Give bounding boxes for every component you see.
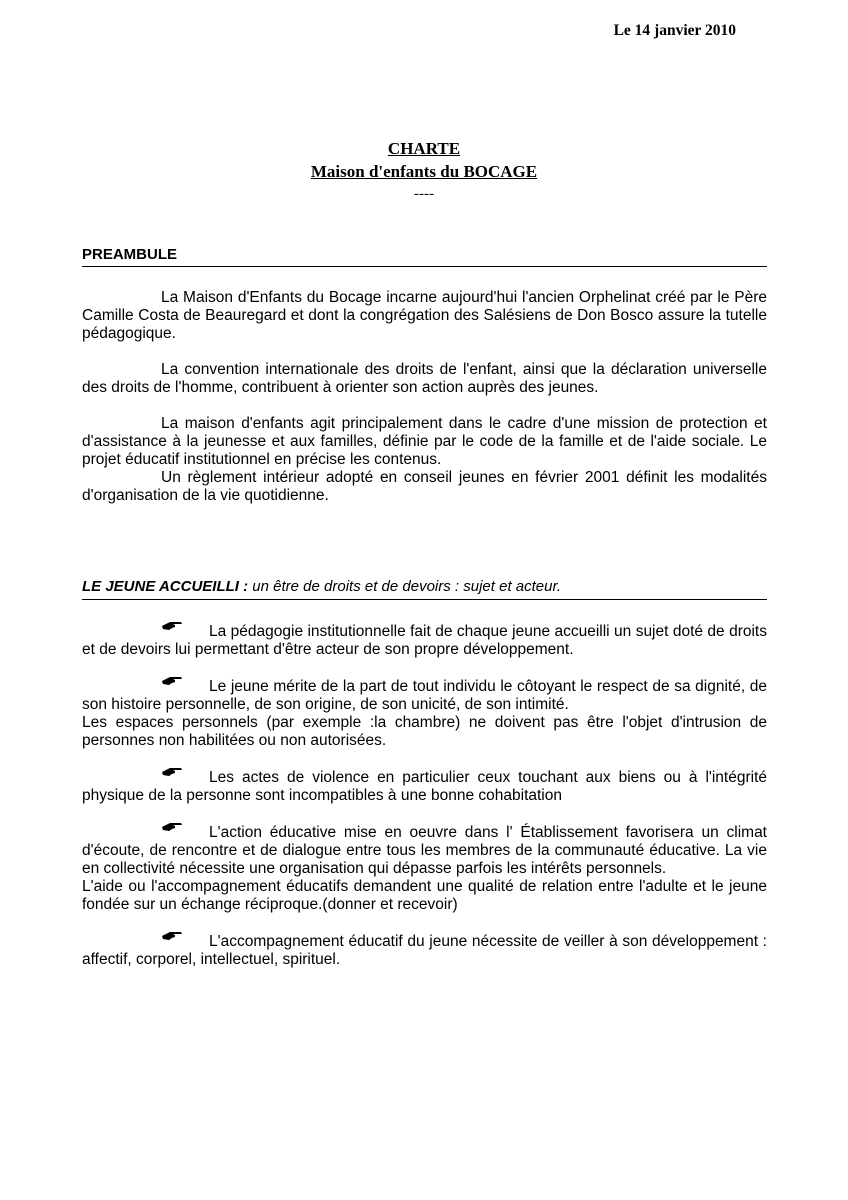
pointing-hand-icon — [161, 768, 183, 780]
young-person-section — [82, 578, 767, 987]
bullet-text: La pédagogie institutionnelle fait de chaque jeune accueilli un sujet doté de droits et de devoirs lui permettant d'être acteur de son propre développement. — [82, 623, 767, 658]
bullet-continuation: L'aide ou l'accompagnement éducatifs demandent une qualité de relation entre l'adulte et le jeune fondée sur un échange réciproque.(donner et recevoir) — [82, 878, 767, 913]
bullet-text: L'action éducative mise en oeuvre dans l' Établissement favorisera un climat d'écoute, de rencontre et de dialogue entre tous les membres de la communauté éducative. La vie en collectivité nécessite une organisation qui dépasse parfois les intérêts personnels. — [82, 824, 767, 877]
bullet-text: Le jeune mérite de la part de tout individu le côtoyant le respect de sa dignité, de son histoire personnelle, de son origine, de son unicité, de son intimité. — [82, 678, 767, 713]
bullet-item — [82, 622, 767, 659]
charter-title: CHARTE — [387, 139, 461, 158]
title-separator: ---- — [414, 186, 434, 202]
pointing-hand-icon — [161, 932, 183, 944]
bullet-text: Les actes de violence en particulier ceux touchant aux biens ou à l'intégrité physique de la personne sont incompatibles à une bonne cohabitation — [82, 769, 767, 804]
pointing-hand-icon — [161, 823, 183, 835]
young-person-heading-bold: LE JEUNE ACCUEILLI : — [82, 578, 249, 595]
preamble-paragraph-2: La convention internationale des droits de l'enfant, ainsi que la déclaration universelle des droits de l'homme, contribuent à orienter son action auprès des jeunes. — [82, 361, 767, 396]
charter-subtitle: Maison d'enfants du BOCAGE — [310, 162, 538, 181]
bullet-item — [82, 932, 767, 969]
young-person-heading — [82, 578, 767, 600]
preamble-paragraph-4: Un règlement intérieur adopté en conseil jeunes en février 2001 définit les modalités d'organisation de la vie quotidienne. — [82, 469, 767, 504]
preamble-paragraph-3: La maison d'enfants agit principalement dans le cadre d'une mission de protection et d'assistance à la jeunesse et aux familles, définie par le code de la famille et de l'aide sociale. Le projet éducatif institutionnel en précise les contenus. — [82, 415, 767, 468]
pointing-hand-icon — [161, 622, 183, 634]
bullet-text: L'accompagnement éducatif du jeune nécessite de veiller à son développement : affectif, corporel, intellectuel, spirituel. — [82, 933, 767, 968]
young-person-heading-rest: un être de droits et de devoirs : sujet et acteur. — [248, 578, 562, 595]
preamble-paragraph-1: La Maison d'Enfants du Bocage incarne aujourd'hui l'ancien Orphelinat créé par le Père Camille Costa de Beauregard et dont la congrégation des Salésiens de Don Bosco assure la tutelle pédagogique. — [82, 289, 767, 342]
bullet-item — [82, 677, 767, 714]
bullet-item — [82, 768, 767, 805]
document-date: Le 14 janvier 2010 — [613, 22, 736, 39]
bullet-continuation: Les espaces personnels (par exemple :la chambre) ne doivent pas être l'objet d'intrusion de personnes non habilitées ou non autorisées. — [82, 714, 767, 749]
bullet-item — [82, 823, 767, 878]
pointing-hand-icon — [161, 677, 183, 689]
preamble-section — [82, 246, 767, 505]
preamble-heading: PREAMBULE — [82, 246, 767, 267]
document-title-block — [0, 138, 848, 204]
